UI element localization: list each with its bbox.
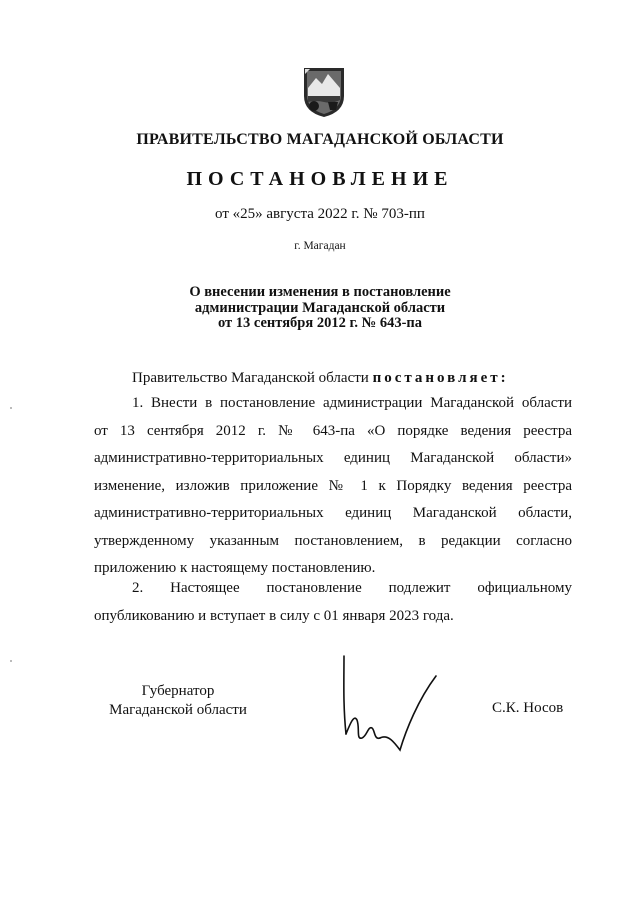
margin-mark bbox=[10, 407, 12, 409]
document-subject bbox=[0, 285, 640, 332]
coat-of-arms-icon bbox=[302, 66, 346, 118]
paragraph-line: административно-территориальных единиц Магаданской области» bbox=[94, 450, 572, 466]
paragraph-line: опубликованию и вступает в силу с 01 января 2023 года. bbox=[94, 607, 454, 624]
paragraph-2 bbox=[94, 575, 572, 630]
handwritten-signature bbox=[330, 650, 445, 755]
subject-line: от 13 сентября 2012 г. № 643-па bbox=[217, 315, 423, 331]
subject-line: администрации Магаданской области bbox=[194, 299, 446, 316]
signer-title-line: Магаданской области bbox=[109, 702, 247, 718]
city: г. Магадан bbox=[294, 240, 346, 252]
margin-mark bbox=[10, 660, 12, 662]
subject-line: О внесении изменения в постановление bbox=[189, 284, 451, 300]
paragraph-line: приложению к настоящему постановлению. bbox=[94, 560, 376, 576]
paragraph-line: административно-территориальных единиц Магаданской области, bbox=[94, 505, 572, 521]
intro-text: Правительство Магаданской области bbox=[132, 370, 369, 386]
signer-title bbox=[98, 682, 258, 720]
signer-title-line: Губернатор bbox=[141, 683, 215, 699]
document-type: ПОСТАНОВЛЕНИЕ bbox=[186, 168, 454, 190]
signer-name: С.К. Носов bbox=[492, 700, 564, 716]
paragraph-line: утвержденному указанным постановлением, в редакции согласно bbox=[94, 532, 572, 549]
intro-verb: постановляет: bbox=[372, 370, 509, 386]
paragraph-line: 1. Внести в постановление администрации Магаданской области bbox=[132, 395, 572, 411]
date-and-number: от «25» августа 2022 г. № 703-пп bbox=[215, 206, 425, 222]
government-name: ПРАВИТЕЛЬСТВО МАГАДАНСКОЙ ОБЛАСТИ bbox=[136, 131, 504, 148]
paragraph-1 bbox=[94, 390, 572, 583]
paragraph-line: изменение, изложив приложение № 1 к Порядку ведения реестра bbox=[94, 477, 572, 494]
intro-sentence bbox=[132, 370, 509, 387]
paragraph-line: 2. Настоящее постановление подлежит официальному bbox=[132, 580, 572, 596]
paragraph-line: от 13 сентября 2012 г. № 643-па «О порядке ведения реестра bbox=[94, 422, 572, 439]
